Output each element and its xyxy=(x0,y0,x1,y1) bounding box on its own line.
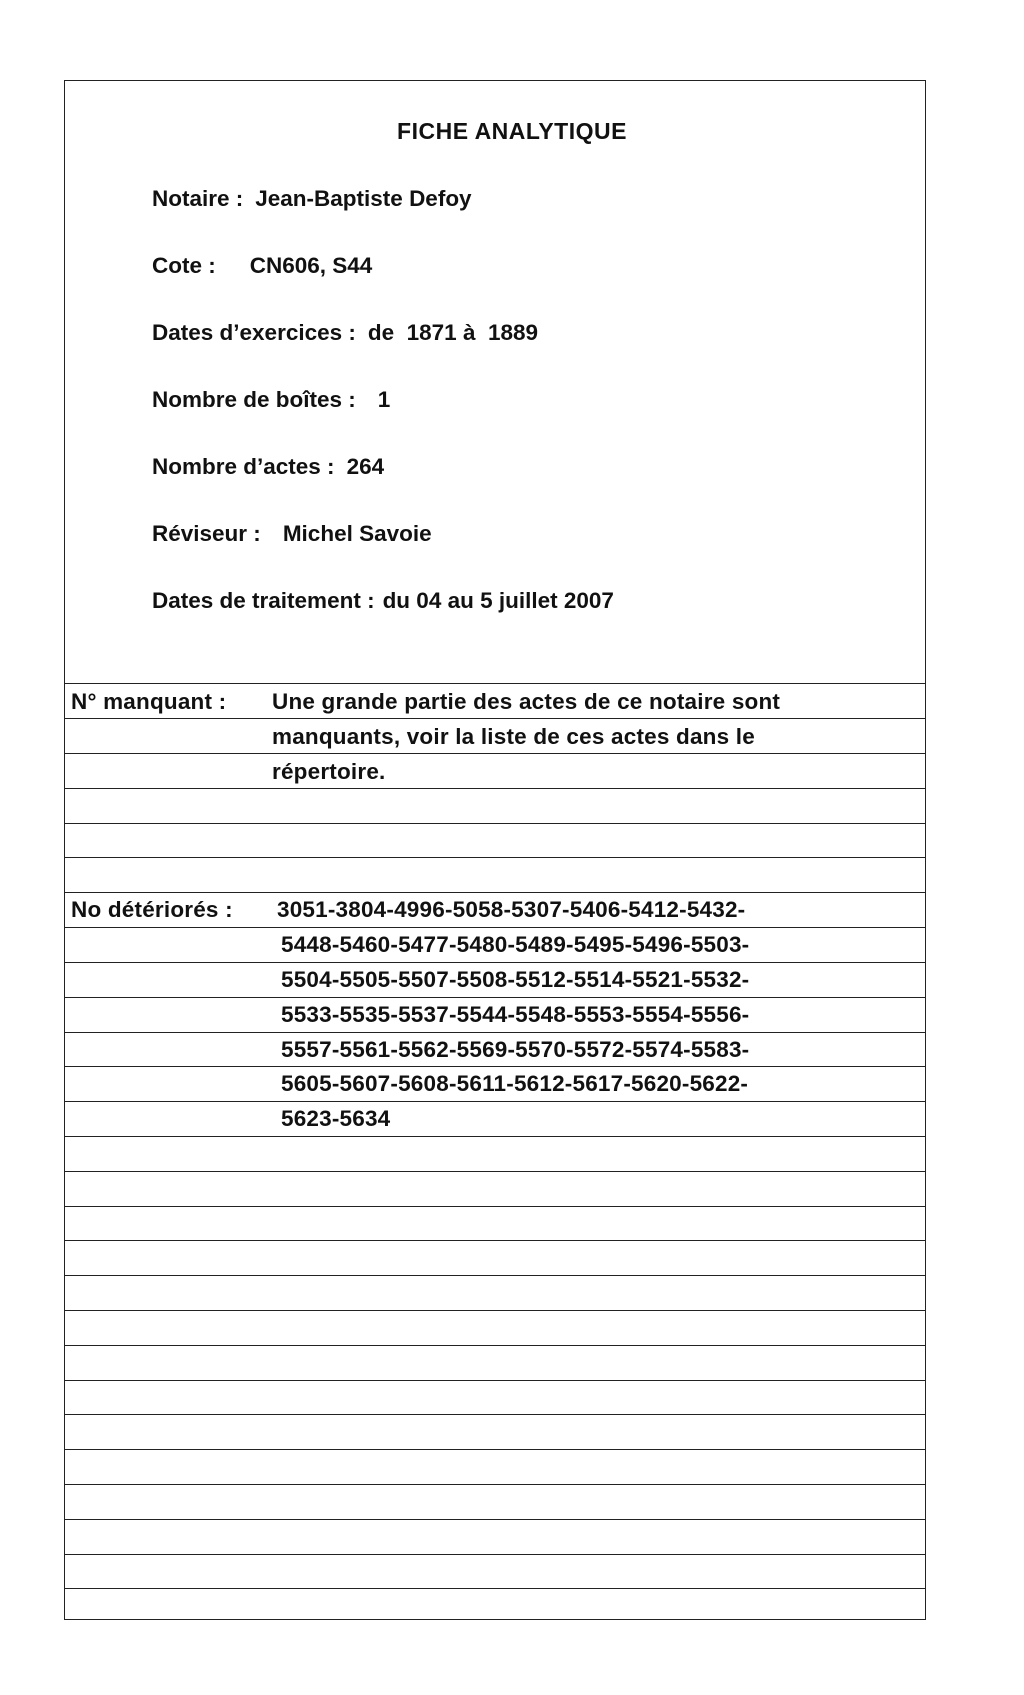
deteriores-line: 5533-5535-5537-5544-5548-5553-5554-5556- xyxy=(281,1002,750,1027)
rule-line xyxy=(64,1449,926,1450)
deteriores-line: 5448-5460-5477-5480-5489-5495-5496-5503- xyxy=(281,932,750,957)
rule-line xyxy=(64,1345,926,1346)
reviseur-label: Réviseur : xyxy=(152,521,261,546)
nombre-actes-value: 264 xyxy=(346,454,385,479)
rule-line xyxy=(64,1240,926,1241)
nombre-boites-label: Nombre de boîtes : xyxy=(152,387,356,412)
rule-line xyxy=(64,1554,926,1555)
rule-line xyxy=(64,1171,926,1172)
manquant-line: manquants, voir la liste de ces actes dans le xyxy=(272,724,755,749)
rule-line xyxy=(64,857,926,858)
rule-line xyxy=(64,962,926,963)
rule-line xyxy=(64,823,926,824)
deteriores-label: No détériorés : xyxy=(71,897,233,922)
rule-line xyxy=(64,892,926,893)
deteriores-line: 5557-5561-5562-5569-5570-5572-5574-5583- xyxy=(281,1037,750,1062)
manquant-line: répertoire. xyxy=(272,759,386,784)
deteriores-line: 5504-5505-5507-5508-5512-5514-5521-5532- xyxy=(281,967,750,992)
field-dates-exercices xyxy=(152,320,538,346)
rule-line xyxy=(64,1588,926,1589)
cote-value: CN606, S44 xyxy=(249,253,373,278)
rule-line xyxy=(64,1310,926,1311)
rule-line xyxy=(64,1066,926,1067)
reviseur-value: Michel Savoie xyxy=(282,521,432,546)
rule-line xyxy=(64,1519,926,1520)
rule-line xyxy=(64,683,926,684)
deteriores-line: 3051-3804-4996-5058-5307-5406-5412-5432- xyxy=(277,897,746,922)
manquant-label: N° manquant : xyxy=(71,689,227,714)
nombre-boites-value: 1 xyxy=(377,387,391,412)
manquant-line: Une grande partie des actes de ce notaire sont xyxy=(272,689,781,714)
rule-line xyxy=(64,1380,926,1381)
cote-label: Cote : xyxy=(152,253,216,278)
rule-line xyxy=(64,1101,926,1102)
dates-exercices-label: Dates d’exercices : xyxy=(152,320,356,345)
rule-line xyxy=(64,1206,926,1207)
rule-line xyxy=(64,1484,926,1485)
rule-line xyxy=(64,927,926,928)
field-nombre-actes xyxy=(152,454,384,480)
rule-line xyxy=(64,788,926,789)
field-nombre-boites xyxy=(152,387,390,413)
notaire-value: Jean-Baptiste Defoy xyxy=(255,186,472,211)
rule-line xyxy=(64,718,926,719)
dates-traitement-label: Dates de traitement : xyxy=(152,588,375,613)
field-notaire xyxy=(152,186,472,212)
dates-traitement-value: du 04 au 5 juillet 2007 xyxy=(382,588,614,613)
nombre-actes-label: Nombre d’actes : xyxy=(152,454,335,479)
deteriores-line: 5605-5607-5608-5611-5612-5617-5620-5622- xyxy=(281,1071,749,1096)
field-cote xyxy=(152,253,372,279)
dates-exercices-value: de 1871 à 1889 xyxy=(367,320,539,345)
rule-line xyxy=(64,753,926,754)
rule-line xyxy=(64,997,926,998)
page-title: FICHE ANALYTIQUE xyxy=(397,118,627,144)
rule-line xyxy=(64,1032,926,1033)
rule-line xyxy=(64,1136,926,1137)
field-dates-traitement xyxy=(152,588,614,614)
deteriores-line: 5623-5634 xyxy=(281,1106,391,1131)
notaire-label: Notaire : xyxy=(152,186,244,211)
analytic-card xyxy=(64,80,926,1620)
rule-line xyxy=(64,1414,926,1415)
rule-line xyxy=(64,1275,926,1276)
field-reviseur xyxy=(152,521,432,547)
